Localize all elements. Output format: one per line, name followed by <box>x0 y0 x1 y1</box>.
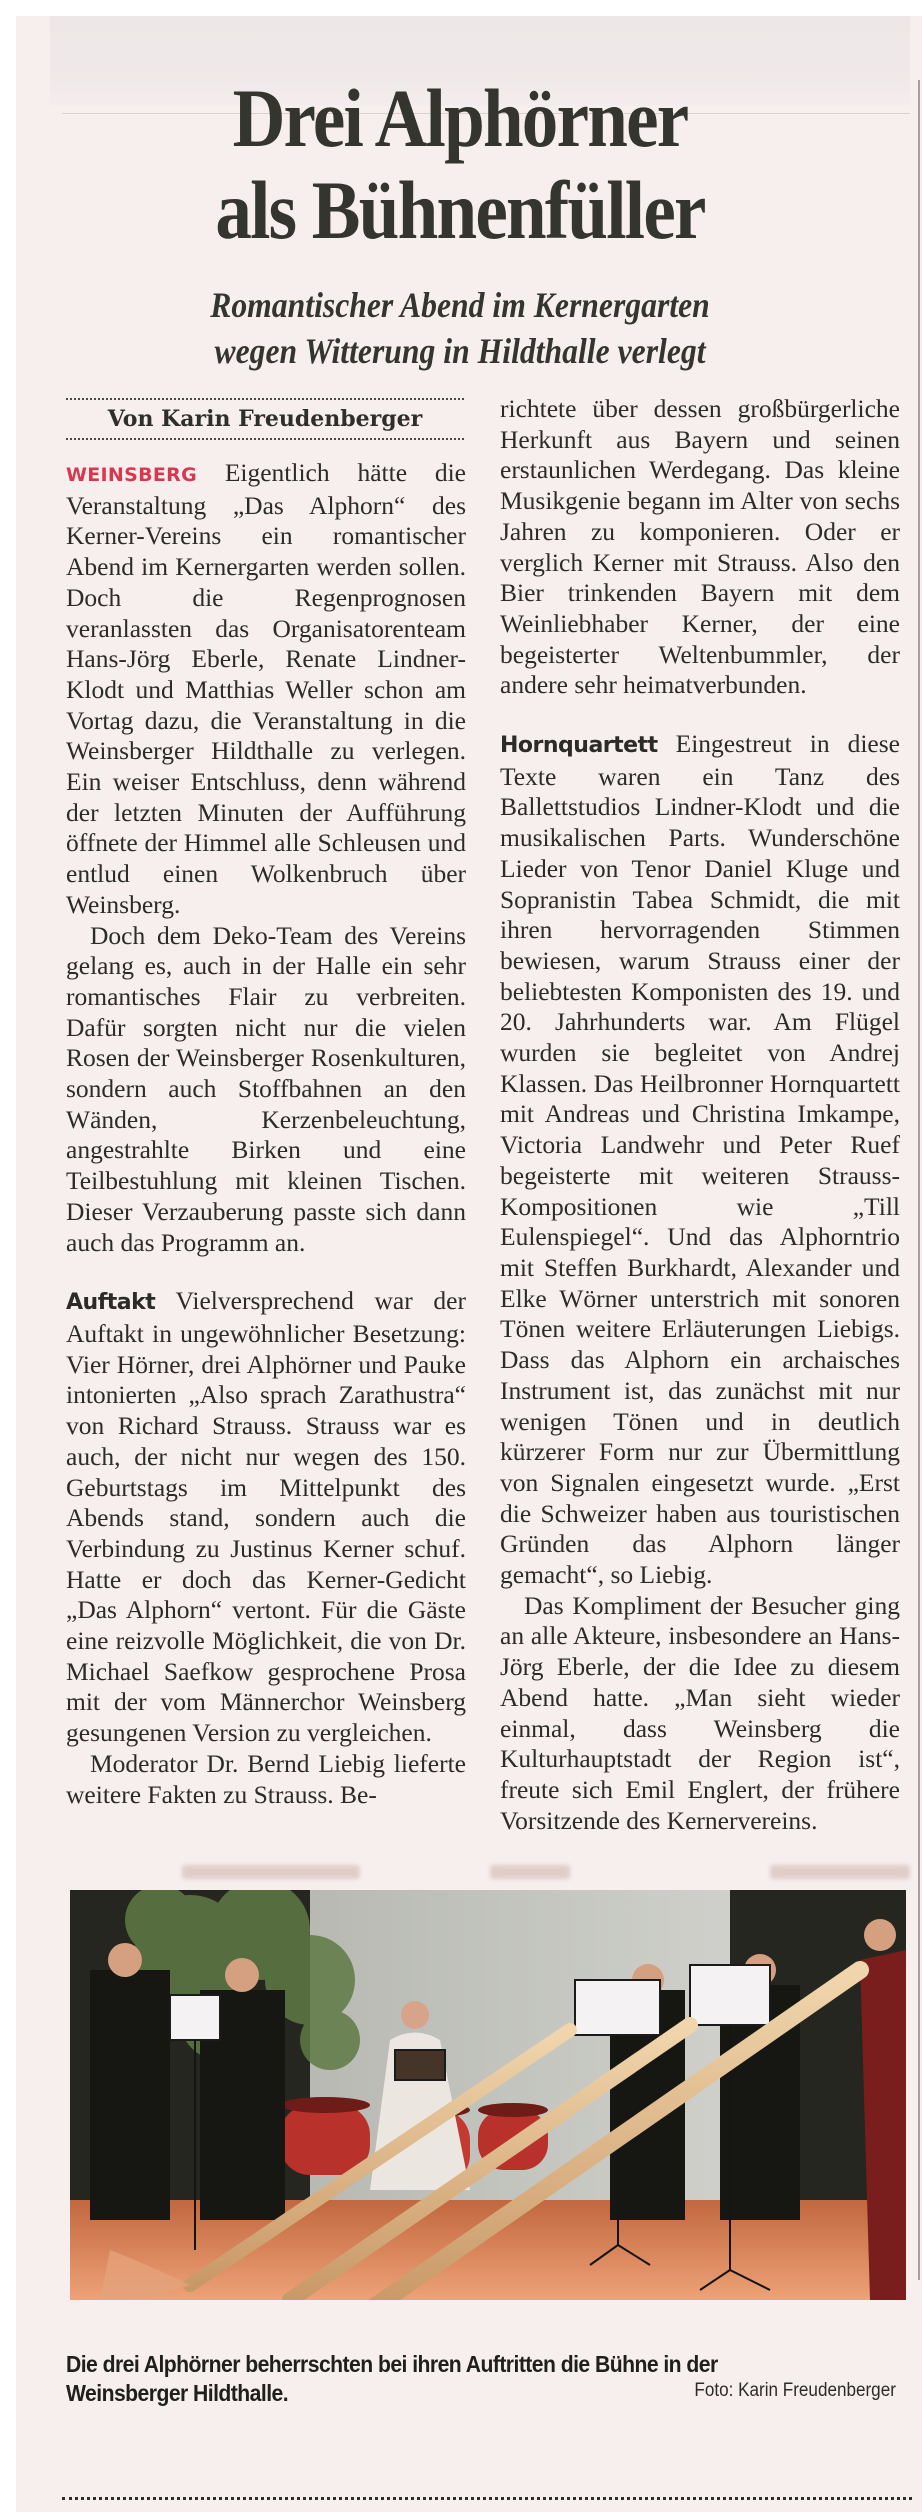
paragraph: Moderator Dr. Bernd Liebig lieferte weitere Fakten zu Strauss. Be- <box>66 1748 466 1809</box>
dotted-rule-bottom-page <box>62 2497 912 2500</box>
article-photo <box>70 1890 906 2300</box>
alphorn-performance-photo <box>70 1890 906 2300</box>
article-column-right <box>500 394 900 1836</box>
subhead-line-2: wegen Witterung in Hildthalle verlegt <box>214 331 706 371</box>
byline-block <box>66 398 464 440</box>
paragraph-text: Eingestreut in diese Texte waren ein Tanz des Ballettstudios Lindner-Klodt und die musikalischen Parts. Wunderschöne Lieder von Tenor Daniel Kluge und Sopranistin Tabea Schmidt, die mit ihren hervorragenden Stimmen bewiesen, warum Strauss einer der beliebtesten Komponisten des 19. und 20. Jahrhunderts war. Am Flügel wurden sie begleitet von Andrej Klassen. Das Heilbronner Hornquartett mit Andreas und Christina Imkampe, Victoria Landwehr und Peter Ruef begeisterte mit weiteren Strauss-Kompositionen wie „Till Eulenspiegel“. Und das Alphorntrio mit Steffen Burkhardt, Alexander und Elke Wörner unterstrich mit sonoren Tönen weitere Erläuterungen Liebigs. Dass das Alphorn ein archaisches Instrument ist, das zunächst mit nur wenigen Tönen und in deutlich kürzerer Form nur zur Übermittlung von Signalen eingesetzt wurde. „Erst die Schweizer haben aus touristischen Gründen das Alphorn länger gemacht“, so Liebig. <box>500 729 900 1590</box>
dotted-rule-bottom <box>66 438 464 440</box>
section-kicker: Auftakt <box>66 1290 156 1316</box>
paragraph-text: Vielversprechend war der Auftakt in ungewöhnlicher Besetzung: Vier Hörner, drei Alphörner und Pauke intonierten „Also sprach Zarathustra“ von Richard Strauss. Strauss war es auch, der nicht nur wegen des 150. Geburtstags im Mittelpunkt des Abends stand, sondern auch die Verbindung zu Justinus Kerner schuf. Hatte er doch das Kerner-Gedicht „Das Alphorn“ vertont. Für die Gäste eine reizvolle Möglichkeit, die von Dr. Michael Saefkow gesprochene Prosa mit der vom Männerchor Weinsberg gesungenen Version zu vergleichen. <box>66 1286 466 1748</box>
print-smudge <box>182 1865 360 1879</box>
page-edge-rule <box>918 80 920 2280</box>
headline <box>108 72 812 256</box>
byline: Von Karin Freudenberger <box>107 406 423 432</box>
subheadline <box>108 282 812 374</box>
paragraph: Doch dem Deko-Team des Vereins gelang es, auch in der Halle ein sehr romantisches Flair zu verbreiten. Dafür sorgten nicht nur die vielen Rosen der Weinsberger Rosenkulturen, sondern auch Stoffbahnen an den Wänden, Kerzenbeleuchtung, angestrahlte Birken und eine Teilbestuhlung mit kleinen Tischen. Dieser Verzauberung passte sich dann auch das Programm an. <box>66 920 466 1257</box>
paragraph <box>66 458 466 921</box>
paragraph <box>66 1286 466 1749</box>
paragraph-text: Eigentlich hätte die Veranstaltung „Das Alphorn“ des Kerner-Vereins ein romantischer Abend im Kernergarten werden sollen. Doch die Regenprognosen veranlassten das Organisatorenteam Hans-Jörg Eberle, Renate Lindner-Klodt und Matthias Weller schon am Vortag dazu, die Veranstaltung in die Weinsberger Hildthalle zu verlegen. Ein weiser Entschluss, denn während der letzten Minuten der Aufführung öffnete der Himmel alle Schleusen und entlud einen Wolkenbruch über Weinsberg. <box>66 458 467 919</box>
paragraph: richtete über dessen großbürgerliche Herkunft aus Bayern und seinen erstaunlichen Werdegang. Das kleine Musikgenie begann im Alter von sechs Jahren zu komponieren. Oder er verglich Kerner mit Strauss. Also den Bier trinkenden Bayern mit dem Weinliebhaber Kerner, der eine begeisterter Weltenbummler, der andere sehr heimatverbunden. <box>500 394 900 700</box>
article-column-left <box>66 458 466 1810</box>
headline-line-2: als Bühnenfüller <box>215 164 705 256</box>
print-smudge <box>490 1865 570 1879</box>
photo-credit: Foto: Karin Freudenberger <box>694 2380 896 2401</box>
section-kicker: Hornquartett <box>500 733 658 759</box>
photo-caption: Die drei Alphörner beherrschten bei ihren Auftritten die Bühne in der Weinsberger Hildthalle. <box>66 2351 718 2406</box>
paragraph: Das Kompliment der Besucher ging an alle Akteure, insbesondere an Hans-Jörg Eberle, der die Idee zu diesem Abend hatte. „Man sieht wieder einmal, dass Weinsberg die Kulturhauptstadt der Region ist“, freute sich Emil Englert, der frühere Vorsitzende des Kernervereins. <box>500 1590 900 1835</box>
paragraph <box>500 729 900 1591</box>
headline-line-1: Drei Alphörner <box>232 72 688 164</box>
dateline: WEINSBERG <box>66 464 197 486</box>
subhead-line-1: Romantischer Abend im Kernergarten <box>210 285 710 325</box>
print-smudge <box>770 1865 910 1879</box>
